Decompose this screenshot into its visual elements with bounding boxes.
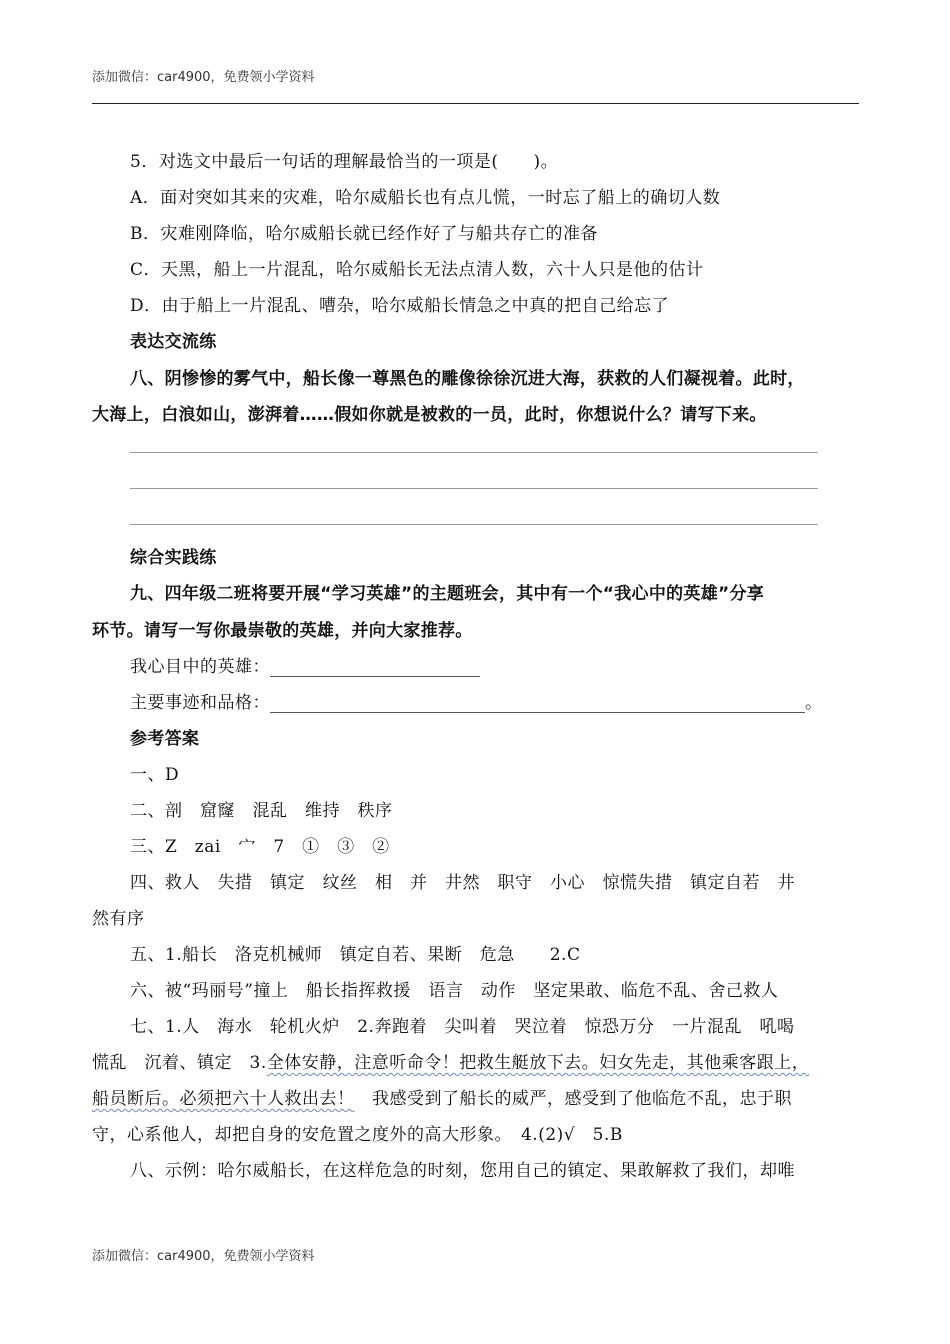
answer-7-quote-1: 全体安静，注意听命令！把救生艇放下去。妇女先走，其他乘客跟上， bbox=[266, 1053, 810, 1073]
q9-line2: 环节。请写一写你最崇敬的英雄，并向大家推荐。 bbox=[92, 621, 473, 641]
answer-6: 六、被“玛丽号”撞上 船长指挥救援 语言 动作 坚定果敢、临危不乱、舍己救人 bbox=[130, 981, 779, 1001]
deeds-label: 主要事迹和品格： bbox=[130, 693, 270, 713]
answer-8: 八、示例：哈尔威船长，在这样危急的时刻，您用自己的镇定、果敢解救了我们，却唯 bbox=[130, 1161, 795, 1181]
answer-7-line3 bbox=[92, 1084, 792, 1109]
answer-4-line1: 四、救人 失措 镇定 纹丝 相 并 井然 职守 小心 惊慌失措 镇定自若 井 bbox=[130, 873, 795, 893]
hero-label: 我心目中的英雄： bbox=[130, 657, 270, 677]
header-watermark: 添加微信：car4900，免费领小学资料 bbox=[92, 70, 315, 85]
answer-7-line2-a: 慌乱 沉着、镇定 3. bbox=[92, 1053, 267, 1073]
answer-4-line2: 然有序 bbox=[92, 909, 145, 929]
answer-5: 五、1.船长 洛克机械师 镇定自若、果断 危急 2.C bbox=[130, 945, 581, 965]
q5-option-a: A．面对突如其来的灾难，哈尔威船长也有点儿慌，一时忘了船上的确切人数 bbox=[130, 188, 721, 208]
header-rule bbox=[92, 103, 859, 104]
answer-7-line4: 守，心系他人，却把自身的安危置之度外的高大形象。 4.(2)√ 5.B bbox=[92, 1125, 623, 1145]
answer-2: 二、剖 窟窿 混乱 维持 秩序 bbox=[130, 801, 393, 821]
answers-title: 参考答案 bbox=[130, 729, 200, 749]
q5-option-b: B．灾难刚降临，哈尔威船长就已经作好了与船共存亡的准备 bbox=[130, 224, 598, 244]
deeds-blank[interactable] bbox=[270, 694, 805, 713]
footer-watermark: 添加微信：car4900，免费领小学资料 bbox=[92, 1249, 315, 1264]
answer-3: 三、Z zai 宀 7 ① ③ ② bbox=[130, 837, 390, 857]
q5-option-d: D．由于船上一片混乱、嘈杂，哈尔威船长情急之中真的把自己给忘了 bbox=[130, 296, 670, 316]
answer-1: 一、D bbox=[130, 765, 180, 785]
answer-line-3[interactable] bbox=[130, 524, 818, 525]
deeds-end: 。 bbox=[805, 693, 823, 713]
answer-line-1[interactable] bbox=[130, 452, 818, 453]
answer-7-line3-b: 我感受到了船长的威严，感受到了他临危不乱，忠于职 bbox=[354, 1089, 792, 1109]
q9-line1: 九、四年级二班将要开展“学习英雄”的主题班会，其中有一个“我心中的英雄”分享 bbox=[130, 584, 765, 604]
answer-7-line2 bbox=[92, 1048, 809, 1073]
q5-option-c: C．天黑，船上一片混乱，哈尔威船长无法点清人数，六十人只是他的估计 bbox=[130, 260, 704, 280]
answer-7-quote-2: 船员断后。必须把六十人救出去！ bbox=[92, 1089, 355, 1109]
section-express: 表达交流练 bbox=[130, 332, 217, 352]
hero-blank[interactable] bbox=[270, 658, 480, 677]
q5-stem: 5．对选文中最后一句话的理解最恰当的一项是( )。 bbox=[130, 152, 559, 172]
section-practice: 综合实践练 bbox=[130, 548, 217, 568]
q8-line1: 八、阴惨惨的雾气中，船长像一尊黑色的雕像徐徐沉进大海，获救的人们凝视着。此时， bbox=[130, 369, 805, 389]
answer-line-2[interactable] bbox=[130, 488, 818, 489]
hero-row bbox=[130, 652, 480, 677]
q8-line2: 大海上，白浪如山，澎湃着……假如你就是被救的一员，此时，你想说什么？请写下来。 bbox=[92, 405, 767, 425]
deeds-row bbox=[130, 688, 823, 713]
answer-7-line1: 七、1.人 海水 轮机火炉 2.奔跑着 尖叫着 哭泣着 惊恐万分 一片混乱 吼喝 bbox=[130, 1017, 795, 1037]
